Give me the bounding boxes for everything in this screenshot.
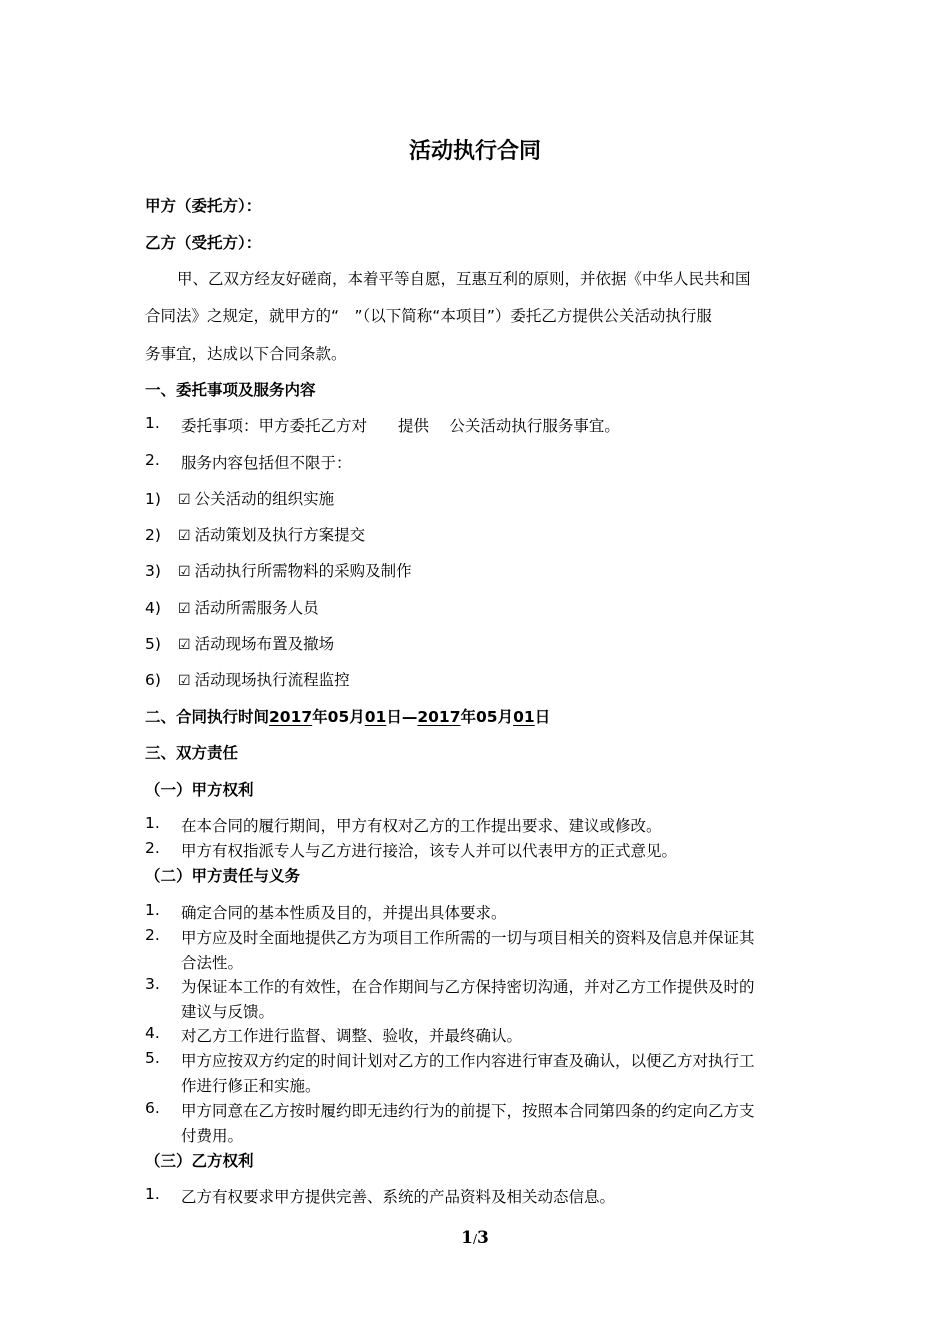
list-item-number: 1. — [145, 901, 160, 919]
subsection-1-heading: （一）甲方权利 — [145, 781, 254, 799]
day-label: 日— — [386, 708, 418, 726]
list-item-text: 乙方有权要求甲方提供完善、系统的产品资料及相关动态信息。 — [181, 1188, 616, 1206]
subsection-2-heading: （二）甲方责任与义务 — [145, 867, 301, 885]
start-month: 05 — [327, 708, 350, 726]
list-item-text: 在本合同的履行期间，甲方有权对乙方的工作提出要求、建议或修改。 — [181, 817, 662, 835]
service-item-text: 活动现场布置及撤场 — [194, 635, 335, 653]
start-day: 01 — [364, 708, 387, 726]
party-a-label: 甲方（委托方）： — [145, 197, 262, 215]
list-item-text: 甲方同意在乙方按时履约即无违约行为的前提下，按照本合同第四条的约定向乙方支 — [181, 1102, 755, 1120]
list-item-continuation: 合法性。 — [181, 954, 244, 972]
service-item-text: 活动现场执行流程监控 — [194, 671, 350, 689]
list-item-text: 为保证本工作的有效性，在合作期间与乙方保持密切沟通，并对乙方工作提供及时的 — [181, 978, 755, 996]
year-label: 年 — [460, 708, 477, 726]
service-item-number: 4) — [145, 599, 161, 617]
total-pages: 3 — [477, 1228, 489, 1248]
document-title: 活动执行合同 — [408, 139, 541, 164]
page-number — [0, 1228, 950, 1248]
list-item-number: 1. — [145, 1185, 160, 1203]
list-item-text: 对乙方工作进行监督、调整、验收，并最终确认。 — [181, 1027, 523, 1045]
party-b-label: 乙方（受托方）： — [145, 234, 262, 252]
list-item-number: 5. — [145, 1049, 160, 1067]
list-item-text: 确定合同的基本性质及目的，并提出具体要求。 — [181, 904, 507, 922]
list-item-text: 甲方应按双方约定的时间计划对乙方的工作内容进行审查及确认，以便乙方对执行工 — [181, 1052, 755, 1070]
service-item — [145, 668, 350, 690]
section-1-item-1-text: 委托事项：甲方委托乙方对 提供 公关活动执行服务事宜。 — [181, 417, 620, 435]
checked-box-icon: ☑ — [178, 564, 191, 580]
page-separator: / — [472, 1232, 478, 1246]
checked-box-icon: ☑ — [178, 637, 191, 653]
service-item-number: 6) — [145, 671, 161, 689]
list-item-text: 甲方应及时全面地提供乙方为项目工作所需的一切与项目相关的资料及信息并保证其 — [181, 929, 755, 947]
end-label: 日 — [534, 708, 551, 726]
end-day: 01 — [513, 708, 535, 726]
month-label: 月 — [349, 708, 365, 726]
section-2-heading — [145, 705, 550, 727]
list-item-continuation: 作进行修正和实施。 — [181, 1077, 321, 1095]
list-item-number: 3. — [145, 975, 160, 993]
list-item-number: 2. — [145, 926, 160, 944]
service-item-number: 2) — [145, 526, 161, 544]
section-3-heading: 三、双方责任 — [145, 744, 239, 762]
list-item-number: 1. — [145, 814, 160, 832]
list-item-number: 4. — [145, 1024, 160, 1042]
service-item — [145, 523, 365, 545]
service-item — [145, 632, 334, 654]
service-item-number: 5) — [145, 635, 161, 653]
list-item-number: 2. — [145, 839, 160, 857]
list-item-continuation: 建议与反馈。 — [181, 1003, 275, 1021]
list-item-continuation: 付费用。 — [181, 1127, 244, 1145]
current-page: 1 — [461, 1228, 473, 1248]
checked-box-icon: ☑ — [178, 492, 191, 508]
service-item-text: 公关活动的组织实施 — [194, 490, 335, 508]
service-item — [145, 596, 319, 618]
checked-box-icon: ☑ — [178, 601, 191, 617]
subsection-3-heading: （三）乙方权利 — [145, 1152, 254, 1170]
end-year: 2017 — [417, 708, 461, 726]
checked-box-icon: ☑ — [178, 528, 191, 544]
service-item-text: 活动执行所需物料的采购及制作 — [194, 562, 412, 580]
section-1-item-2-number: 2. — [145, 451, 160, 469]
service-item — [145, 559, 412, 581]
end-month: 05 — [476, 708, 498, 726]
intro-line-3: 务事宜，达成以下合同条款。 — [145, 345, 347, 363]
list-item-text: 甲方有权指派专人与乙方进行接洽，该专人并可以代表甲方的正式意见。 — [181, 842, 678, 860]
list-item-number: 6. — [145, 1099, 160, 1117]
service-item-text: 活动策划及执行方案提交 — [194, 526, 366, 544]
section-2-prefix: 二、合同执行时间 — [145, 708, 270, 726]
section-1-heading: 一、委托事项及服务内容 — [145, 381, 316, 399]
section-1-item-2-text: 服务内容包括但不限于： — [181, 454, 352, 472]
service-item — [145, 487, 334, 509]
service-item-number: 3) — [145, 562, 161, 580]
section-1-item-1-number: 1. — [145, 414, 160, 432]
year-label: 年 — [312, 708, 328, 726]
service-item-text: 活动所需服务人员 — [194, 599, 319, 617]
start-year: 2017 — [269, 708, 313, 726]
intro-line-1: 甲、乙双方经友好磋商，本着平等自愿，互惠互利的原则，并依据《中华人民共和国 — [177, 270, 751, 288]
service-item-number: 1) — [145, 490, 161, 508]
checked-box-icon: ☑ — [178, 673, 191, 689]
month-label: 月 — [497, 708, 514, 726]
intro-line-2: 合同法》之规定，就甲方的“ ”（以下简称“本项目”）委托乙方提供公关活动执行服 — [145, 307, 712, 325]
